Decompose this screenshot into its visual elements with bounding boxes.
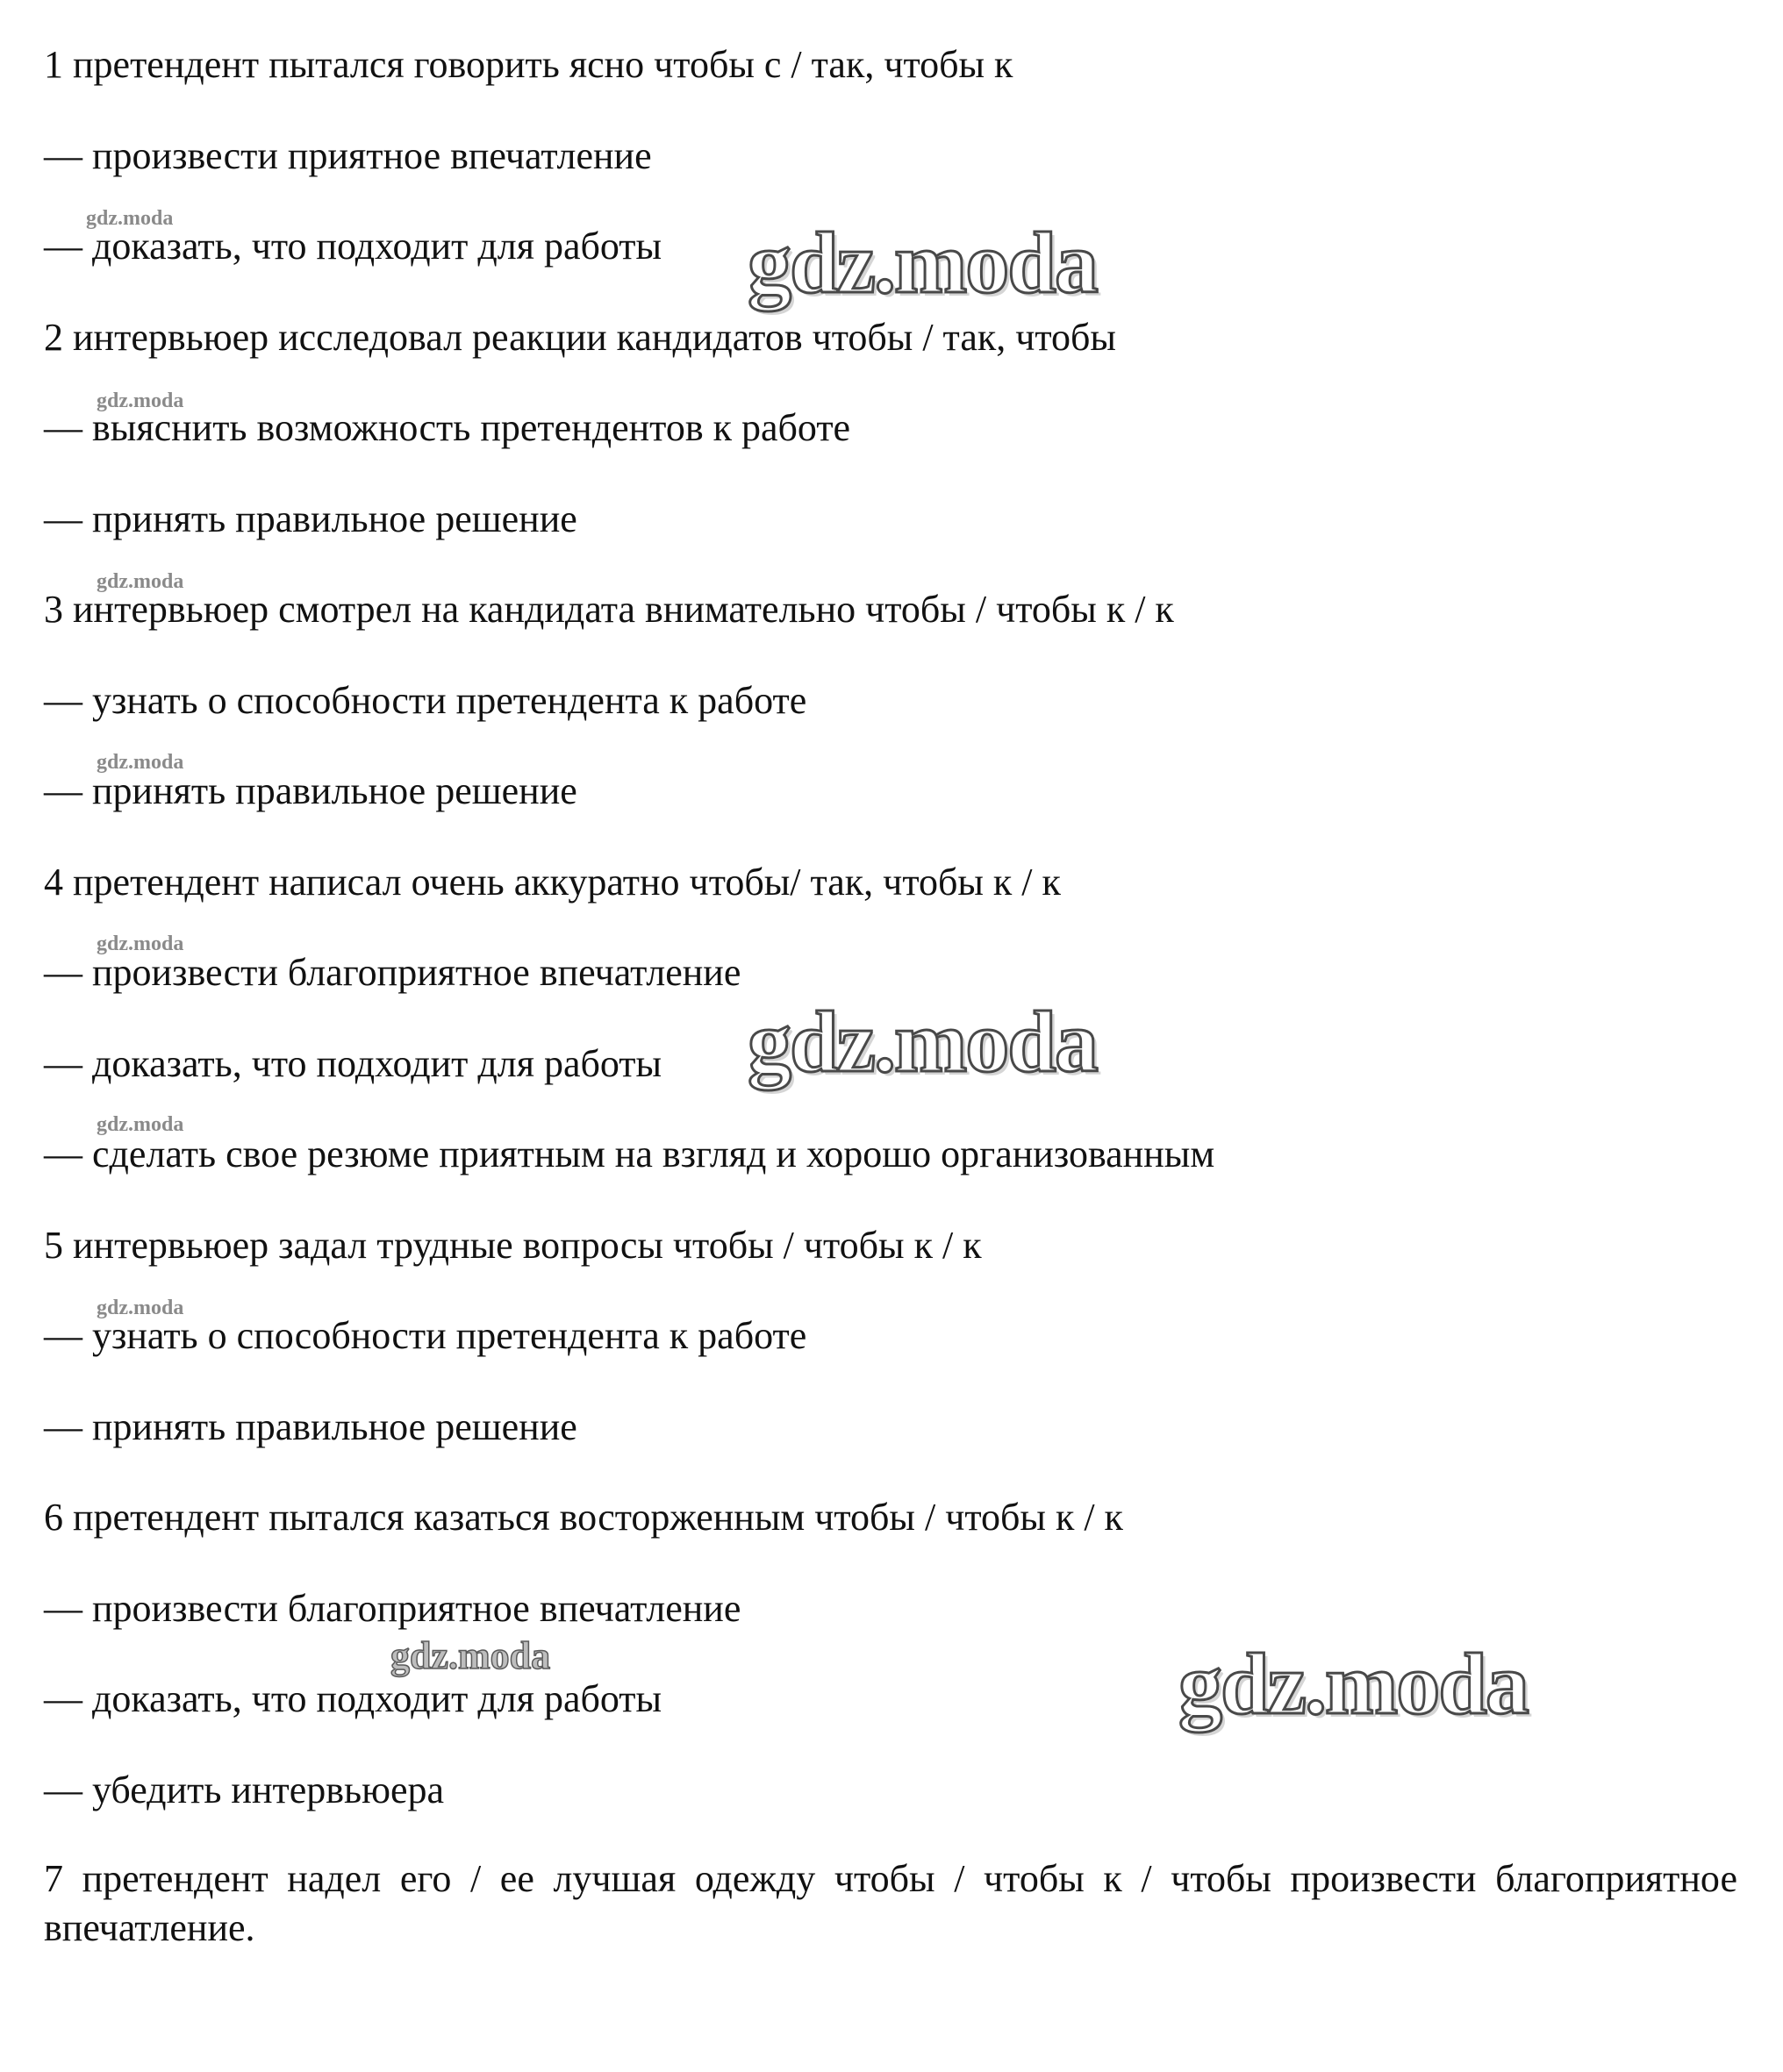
text-line-12: — доказать, что подходит для работы (44, 1042, 662, 1085)
watermark-small-7: gdz.moda (97, 1297, 184, 1319)
text-line-19: — доказать, что подходит для работы (44, 1677, 662, 1720)
text-paragraph-7: 7 претендент надел его / ее лучшая одежду чтобы / чтобы к / чтобы произвести благоприятное впечатление. (44, 1857, 1737, 1949)
text-line-20: — убедить интервьюера (44, 1768, 445, 1811)
watermark-small-5: gdz.moda (97, 932, 184, 955)
text-line-9: — принять правильное решение (44, 769, 577, 812)
text-line-6: — принять правильное решение (44, 497, 577, 540)
watermark-large-1: gdz.moda (748, 214, 1097, 311)
text-line-10: 4 претендент написал очень аккуратно чтобы/ так, чтобы к / к (44, 861, 1061, 904)
watermark-medium: gdz.moda (390, 1634, 551, 1677)
watermark-small-1: gdz.moda (86, 207, 174, 230)
text-line-5: — выяснить возможность претендентов к работе (44, 406, 851, 449)
watermark-small-3: gdz.moda (97, 570, 184, 593)
text-line-11: — произвести благоприятное впечатление (44, 951, 741, 994)
text-line-2: — произвести приятное впечатление (44, 134, 652, 177)
watermark-small-4: gdz.moda (97, 751, 184, 774)
text-line-15: — узнать о способности претендента к работе (44, 1314, 807, 1357)
text-line-14: 5 интервьюер задал трудные вопросы чтобы / чтобы к / к (44, 1224, 982, 1267)
text-line-8: — узнать о способности претендента к работе (44, 679, 807, 722)
watermark-small-2: gdz.moda (97, 389, 184, 412)
text-line-3: — доказать, что подходит для работы (44, 225, 662, 268)
text-line-18: — произвести благоприятное впечатление (44, 1587, 741, 1630)
text-line-4: 2 интервьюер исследовал реакции кандидатов чтобы / так, чтобы (44, 316, 1116, 359)
text-line-7: 3 интервьюер смотрел на кандидата внимательно чтобы / чтобы к / к (44, 588, 1174, 631)
watermark-small-6: gdz.moda (97, 1113, 184, 1136)
text-line-16: — принять правильное решение (44, 1405, 577, 1448)
text-line-13: — сделать свое резюме приятным на взгляд и хорошо организованным (44, 1132, 1215, 1175)
watermark-large-2: gdz.moda (748, 993, 1097, 1090)
text-line-1: 1 претендент пытался говорить ясно чтобы с / так, чтобы к (44, 43, 1013, 86)
text-line-17: 6 претендент пытался казаться восторженным чтобы / чтобы к / к (44, 1496, 1123, 1539)
watermark-large-3: gdz.moda (1178, 1635, 1528, 1733)
